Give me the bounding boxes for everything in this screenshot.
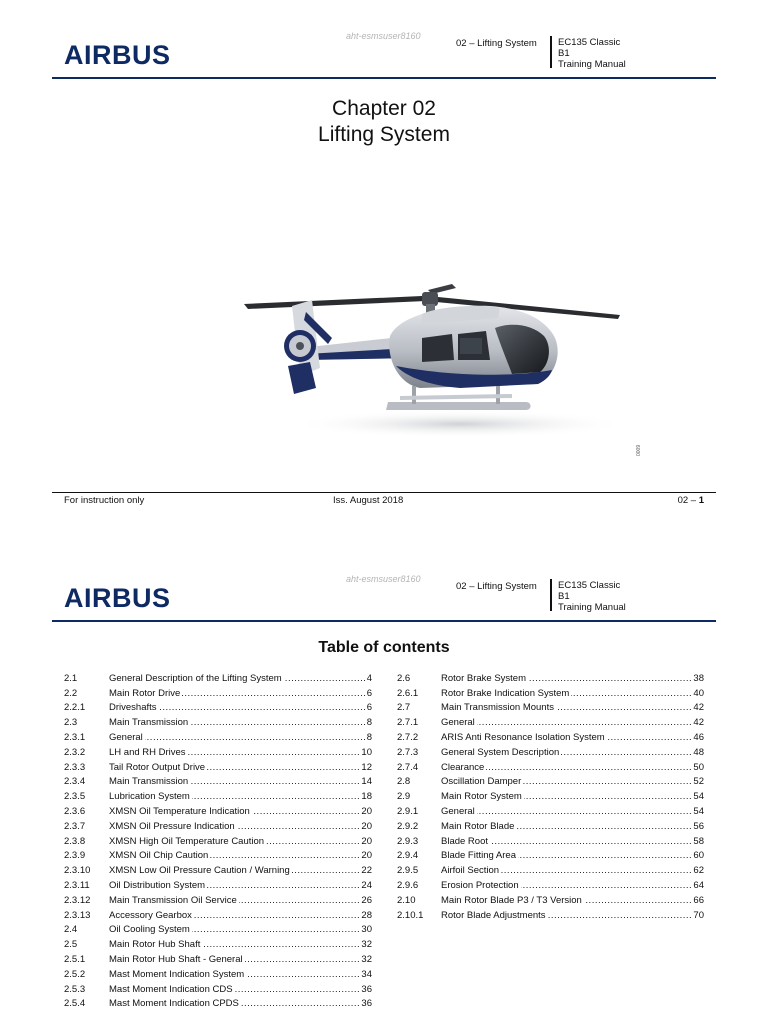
helicopter-illustration — [160, 188, 646, 478]
header-divider — [550, 579, 552, 611]
figure-code: 0009 — [636, 444, 642, 456]
toc-entry-number: 2.3.1 — [64, 732, 86, 744]
toc-entry-title-text: Main Transmission — [109, 776, 189, 788]
toc-entry-number: 2.6.1 — [397, 687, 419, 699]
toc-entry-number: 2.5.1 — [64, 954, 86, 966]
toc-entry[interactable] — [64, 745, 372, 760]
toc-entry[interactable] — [64, 923, 372, 938]
toc-entry-page: 18 — [361, 791, 372, 803]
toc-entry[interactable] — [64, 715, 372, 730]
toc-entry-title — [109, 717, 366, 728]
toc-entry[interactable] — [64, 967, 372, 982]
toc-entry-title-text: Lubrication System — [109, 791, 190, 803]
toc-entry-number: 2.3.6 — [64, 806, 86, 818]
toc-entry-number: 2.3.11 — [64, 880, 90, 892]
toc-entry-title — [109, 998, 360, 1009]
toc-entry[interactable] — [64, 937, 372, 952]
toc-entry[interactable] — [397, 730, 704, 745]
header-rule — [52, 77, 716, 79]
toc-entry-title — [441, 791, 692, 802]
toc-entry-number: 2.7.2 — [397, 732, 419, 744]
toc-entry-number: 2.7 — [397, 702, 411, 714]
toc-entry-title-text: Blade Fitting Area — [441, 850, 516, 862]
toc-entry-title-text: Main Rotor System — [441, 791, 522, 803]
toc-entry-title-text: General Description of the Lifting System — [109, 672, 282, 684]
toc-entry-title — [109, 702, 366, 713]
toc-entry-page: 70 — [693, 909, 704, 921]
footer-rule — [52, 492, 716, 493]
toc-entry[interactable] — [64, 849, 372, 864]
toc-entry-title — [109, 895, 360, 906]
toc-entry-title-text: General — [109, 732, 143, 744]
toc-entry-page: 26 — [361, 894, 372, 906]
toc-entry-title — [109, 850, 360, 861]
header-aircraft: EC135 Classic — [558, 580, 621, 591]
toc-entry[interactable] — [64, 952, 372, 967]
toc-entry-title — [441, 806, 692, 817]
toc-entry[interactable] — [64, 730, 372, 745]
toc-entry-number: 2.4 — [64, 924, 78, 936]
toc-entry[interactable] — [397, 686, 704, 701]
toc-entry-title-text: Erosion Protection — [441, 880, 519, 892]
toc-entry-number: 2.9.5 — [397, 865, 419, 877]
toc-entry-title-text: Main Transmission Oil Service — [109, 894, 237, 906]
toc-entry-page: 46 — [693, 732, 704, 744]
toc-entry[interactable] — [397, 893, 704, 908]
header-doc-info — [558, 37, 626, 70]
toc-entry-number: 2.7.3 — [397, 746, 419, 758]
toc-entry-number: 2.5.4 — [64, 998, 86, 1010]
toc-entry-number: 2.7.1 — [397, 717, 419, 729]
toc-entry-title-text: Tail Rotor Output Drive — [109, 761, 206, 773]
toc-entry-number: 2.10.1 — [397, 909, 424, 921]
toc-entry-title — [109, 984, 360, 995]
toc-entry[interactable] — [397, 849, 704, 864]
toc-entry-title-text: Main Rotor Blade P3 / T3 Version — [441, 894, 582, 906]
toc-entry-title-text: General — [441, 806, 475, 818]
toc-entry[interactable] — [64, 908, 372, 923]
toc-entry[interactable] — [64, 997, 372, 1012]
footer-page-prefix: 02 – — [677, 495, 699, 506]
toc-entry-number: 2.3.2 — [64, 746, 86, 758]
toc-right-column — [397, 671, 704, 923]
toc-entry-number: 2.5.3 — [64, 983, 86, 995]
toc-entry-page: 36 — [361, 983, 372, 995]
toc-entry-title — [109, 954, 360, 965]
toc-entry-title — [109, 747, 360, 758]
toc-entry-number: 2.5 — [64, 939, 78, 951]
toc-entry-title — [441, 776, 692, 787]
toc-entry-title — [109, 969, 360, 980]
toc-entry-number: 2.3.4 — [64, 776, 86, 788]
toc-entry-title — [441, 821, 692, 832]
toc-entry-title — [441, 732, 692, 743]
toc-entry-page: 40 — [693, 687, 704, 699]
footer-page-number — [678, 495, 704, 506]
toc-title: Table of contents — [318, 639, 450, 656]
toc-entry-page: 64 — [693, 880, 704, 892]
toc-left-column — [64, 671, 372, 1011]
toc-entry-page: 8 — [366, 732, 372, 744]
toc-entry-page: 52 — [693, 776, 704, 788]
toc-entry-page: 50 — [693, 761, 704, 773]
toc-entry-title — [109, 673, 366, 684]
toc-entry-page: 24 — [361, 880, 372, 892]
watermark: aht-esmsuser8160 — [346, 574, 421, 584]
toc-entry-title — [109, 910, 360, 921]
toc-entry-number: 2.3.13 — [64, 909, 91, 921]
toc-entry-title — [441, 910, 692, 921]
toc-entry-page: 36 — [361, 998, 372, 1010]
toc-entry-title-text: Oil Distribution System — [109, 880, 206, 892]
toc-entry[interactable] — [397, 760, 704, 775]
toc-entry[interactable] — [64, 686, 372, 701]
toc-entry-title — [441, 880, 692, 891]
toc-entry[interactable] — [397, 701, 704, 716]
toc-entry-title — [441, 850, 692, 861]
toc-entry-title-text: XMSN High Oil Temperature Caution — [109, 835, 265, 847]
toc-entry[interactable] — [397, 819, 704, 834]
toc-entry-title — [441, 717, 692, 728]
toc-entry-title-text: Main Rotor Hub Shaft - General — [109, 954, 243, 966]
toc-entry-number: 2.3.9 — [64, 850, 86, 862]
toc-entry-title — [441, 747, 692, 758]
toc-entry[interactable] — [397, 908, 704, 923]
toc-entry-number: 2.9.2 — [397, 820, 419, 832]
toc-entry-title — [441, 762, 692, 773]
toc-entry[interactable] — [64, 789, 372, 804]
header-manual: Training Manual — [558, 602, 626, 613]
toc-entry-title-text: ARIS Anti Resonance Isolation System — [441, 732, 605, 744]
toc-entry[interactable] — [397, 834, 704, 849]
document-page-2 — [0, 540, 768, 1024]
toc-entry-page: 38 — [693, 672, 704, 684]
toc-entry[interactable] — [64, 982, 372, 997]
helicopter-figure — [160, 188, 646, 478]
toc-entry-title — [441, 865, 692, 876]
toc-entry[interactable] — [397, 789, 704, 804]
toc-entry-title-text: Rotor Brake Indication System — [441, 687, 570, 699]
toc-entry[interactable] — [397, 863, 704, 878]
toc-entry-page: 42 — [693, 717, 704, 729]
toc-entry[interactable] — [64, 760, 372, 775]
toc-entry-page: 6 — [366, 687, 372, 699]
toc-entry-page: 54 — [693, 806, 704, 818]
toc-entry-title — [109, 732, 366, 743]
toc-entry-number: 2.3.8 — [64, 835, 86, 847]
toc-entry-title — [109, 924, 360, 935]
toc-entry-page: 14 — [361, 776, 372, 788]
toc-entry-number: 2.2 — [64, 687, 78, 699]
toc-entry-page: 4 — [366, 672, 372, 684]
toc-entry[interactable] — [64, 804, 372, 819]
toc-entry-number: 2.6 — [397, 672, 411, 684]
toc-entry-title — [109, 688, 366, 699]
toc-entry-title-text: Main Transmission Mounts — [441, 702, 554, 714]
toc-entry-number: 2.3 — [64, 717, 78, 729]
toc-entry-number: 2.9.3 — [397, 835, 419, 847]
toc-entry[interactable] — [64, 893, 372, 908]
toc-entry[interactable] — [397, 775, 704, 790]
toc-entry-number: 2.3.5 — [64, 791, 86, 803]
toc-entry-number: 2.5.2 — [64, 968, 86, 980]
footer-left: For instruction only — [64, 495, 145, 506]
toc-entry-title-text: Main Rotor Blade — [441, 820, 515, 832]
toc-entry-page: 22 — [361, 865, 372, 877]
toc-entry[interactable] — [64, 834, 372, 849]
toc-entry-page: 34 — [361, 968, 372, 980]
toc-entry-number: 2.10 — [397, 894, 416, 906]
toc-entry-title-text: Oscillation Damper — [441, 776, 522, 788]
toc-entry[interactable] — [64, 878, 372, 893]
toc-entry-number: 2.7.4 — [397, 761, 419, 773]
toc-entry[interactable] — [64, 701, 372, 716]
toc-entry-page: 10 — [361, 746, 372, 758]
toc-entry-number: 2.9.4 — [397, 850, 419, 862]
toc-entry-title — [441, 895, 692, 906]
toc-entry-title-text: Main Rotor Hub Shaft — [109, 939, 201, 951]
toc-entry-number: 2.3.3 — [64, 761, 86, 773]
header-level: B1 — [558, 591, 570, 602]
toc-entry-page: 54 — [693, 791, 704, 803]
header-section-title: 02 – Lifting System — [456, 38, 537, 49]
toc-entry-page: 66 — [693, 894, 704, 906]
toc-entry-page: 8 — [366, 717, 372, 729]
toc-entry[interactable] — [397, 671, 704, 686]
toc-entry-title — [441, 688, 692, 699]
toc-entry-title — [109, 880, 360, 891]
toc-entry-title — [109, 939, 360, 950]
toc-entry-title-text: XMSN Low Oil Pressure Caution / Warning — [109, 865, 290, 877]
toc-entry-page: 32 — [361, 954, 372, 966]
toc-entry-title-text: XMSN Oil Temperature Indication — [109, 806, 250, 818]
chapter-number: Chapter 02 — [332, 97, 436, 120]
toc-entry[interactable] — [397, 804, 704, 819]
footer-issue: Iss. August 2018 — [333, 495, 404, 506]
toc-entry-title-text: Mast Moment Indication CDS — [109, 983, 233, 995]
toc-entry-page: 6 — [366, 702, 372, 714]
toc-entry-number: 2.1 — [64, 672, 78, 684]
watermark: aht-esmsuser8160 — [346, 31, 421, 41]
toc-entry-title-text: Blade Root — [441, 835, 489, 847]
toc-entry-title-text: Mast Moment Indication System — [109, 968, 245, 980]
toc-entry-page: 20 — [361, 835, 372, 847]
footer-page-value: 1 — [698, 495, 704, 506]
toc-entry[interactable] — [397, 715, 704, 730]
toc-entry-number: 2.8 — [397, 776, 411, 788]
toc-entry-title-text: Accessory Gearbox — [109, 909, 192, 921]
toc-entry-title-text: XMSN Oil Chip Caution — [109, 850, 209, 862]
airbus-logo: AIRBUS — [64, 40, 171, 70]
toc-entry-page: 20 — [361, 850, 372, 862]
header-aircraft: EC135 Classic — [558, 37, 621, 48]
header-section-title: 02 – Lifting System — [456, 581, 537, 592]
toc-entry-title-text: Driveshafts — [109, 702, 157, 714]
toc-entry-page: 12 — [361, 761, 372, 773]
chapter-title: Lifting System — [318, 123, 450, 146]
toc-entry-page: 62 — [693, 865, 704, 877]
toc-entry[interactable] — [397, 745, 704, 760]
header-level: B1 — [558, 48, 570, 59]
toc-entry-title — [109, 821, 360, 832]
toc-entry-number: 2.3.12 — [64, 894, 91, 906]
toc-entry-number: 2.9 — [397, 791, 411, 803]
header-rule — [52, 620, 716, 622]
toc-entry-page: 48 — [693, 746, 704, 758]
toc-entry[interactable] — [397, 878, 704, 893]
toc-entry-title — [109, 806, 360, 817]
toc-entry[interactable] — [64, 819, 372, 834]
header-doc-info — [558, 580, 626, 613]
toc-entry-page: 20 — [361, 806, 372, 818]
toc-entry-page: 28 — [361, 909, 372, 921]
toc-entry-number: 2.3.10 — [64, 865, 91, 877]
toc-entry-page: 58 — [693, 835, 704, 847]
toc-entry-title-text: Main Rotor Drive — [109, 687, 181, 699]
toc-entry-page: 30 — [361, 924, 372, 936]
toc-entry-title-text: Mast Moment Indication CPDS — [109, 998, 239, 1010]
toc-entry-number: 2.9.6 — [397, 880, 419, 892]
toc-entry-title-text: Oil Cooling System — [109, 924, 190, 936]
toc-entry-title-text: Airfoil Section — [441, 865, 500, 877]
toc-entry-title-text: Rotor Blade Adjustments — [441, 909, 546, 921]
toc-entry-title — [109, 776, 360, 787]
toc-entry-title-text: LH and RH Drives — [109, 746, 186, 758]
toc-entry-title — [441, 836, 692, 847]
toc-entry-page: 56 — [693, 820, 704, 832]
toc-entry-title — [441, 702, 692, 713]
toc-entry-title — [109, 791, 360, 802]
toc-entry[interactable] — [64, 863, 372, 878]
toc-entry[interactable] — [64, 671, 372, 686]
toc-entry-title-text: General System Description — [441, 746, 560, 758]
toc-entry-title — [109, 836, 360, 847]
toc-entry-title-text: Main Transmission — [109, 717, 189, 729]
toc-entry-number: 2.3.7 — [64, 820, 86, 832]
toc-entry-title-text: XMSN Oil Pressure Indication — [109, 820, 235, 832]
toc-entry-page: 42 — [693, 702, 704, 714]
header-manual: Training Manual — [558, 59, 626, 70]
toc-entry-title-text: Rotor Brake System — [441, 672, 526, 684]
toc-entry-page: 32 — [361, 939, 372, 951]
toc-entry-title-text: General — [441, 717, 475, 729]
toc-entry-page: 20 — [361, 820, 372, 832]
toc-entry-number: 2.2.1 — [64, 702, 86, 714]
toc-entry-title — [109, 762, 360, 773]
toc-entry-title — [109, 865, 360, 876]
toc-entry-title — [441, 673, 692, 684]
airbus-logo: AIRBUS — [64, 583, 171, 613]
header-divider — [550, 36, 552, 68]
toc-entry-title-text: Clearance — [441, 761, 485, 773]
toc-entry-number: 2.9.1 — [397, 806, 419, 818]
toc-entry-page: 60 — [693, 850, 704, 862]
toc-entry[interactable] — [64, 775, 372, 790]
